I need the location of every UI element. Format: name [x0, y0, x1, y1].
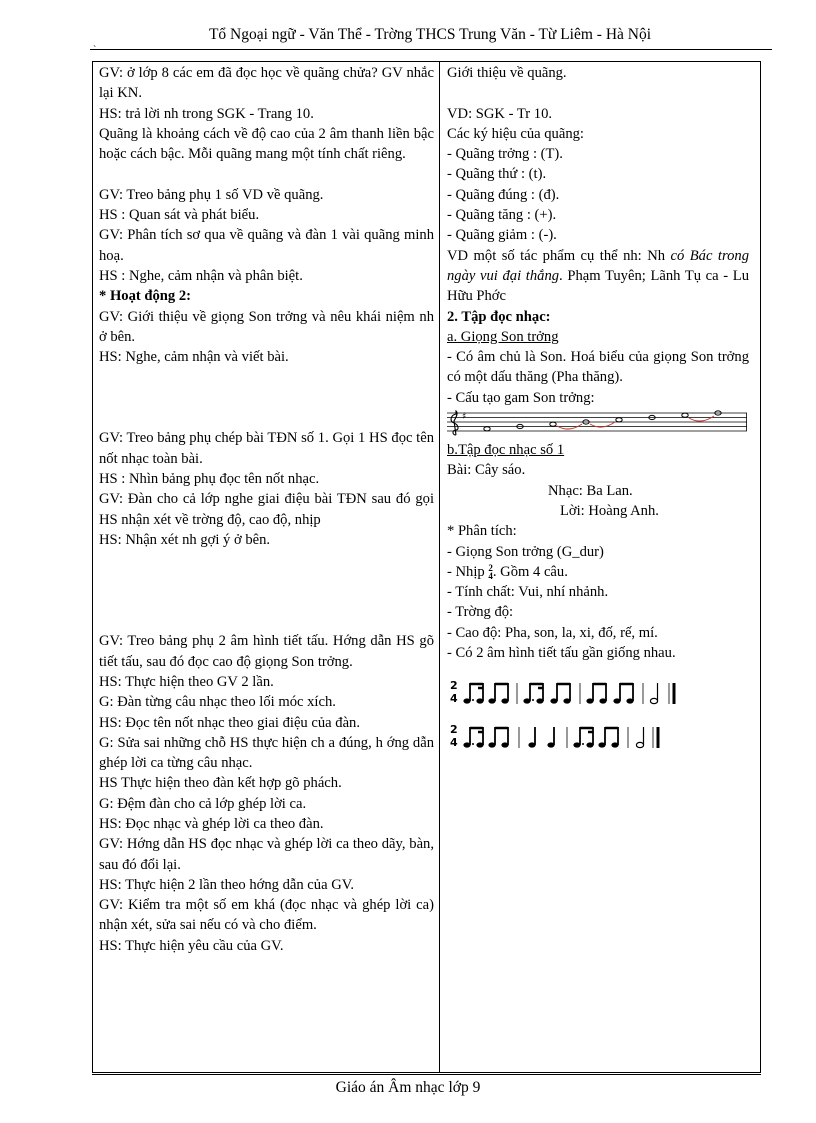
left-line: GV: Hớng dẫn HS đọc nhạc và ghép lời ca theo dãy, bàn, sau đó đổi lại. [99, 836, 434, 873]
lesson-content-column [447, 63, 749, 751]
right-line: - Quãng thứ : (t). [447, 166, 547, 183]
left-line: GV: Đàn cho cả lớp nghe giai điệu bài TĐN sau đó gọi HS nhận xét về trờng độ, cao độ, nhịp [99, 491, 434, 528]
scale-note [550, 422, 556, 426]
left-line: G: Đàn từng câu nhạc theo lối móc xích. [99, 694, 336, 711]
left-line: GV: ở lớp 8 các em đã đọc học về quãng chửa? GV nhắc lại KN. [99, 65, 434, 102]
sharp-icon: ♯ [462, 412, 467, 423]
left-line: HS: Nhận xét nh gợi ý ở bên. [99, 531, 271, 548]
left-line: HS Thực hiện theo đàn kết hợp gõ phách. [99, 775, 342, 792]
right-line: Các ký hiệu của quãng: [447, 125, 584, 142]
svg-text:2: 2 [450, 679, 458, 693]
left-line: GV: Treo bảng phụ 2 âm hình tiết tấu. Hớng dẫn HS gõ tiết tấu, sau đó đọc cao độ giọng Son trởng. [99, 633, 434, 670]
section-heading: 2. Tập đọc nhạc: [447, 308, 551, 325]
right-line: - Giọng Son trởng (G_dur) [447, 543, 604, 560]
left-line: HS: trả lời nh trong SGK - Trang 10. [99, 105, 314, 122]
teacher-student-activities-column [99, 63, 434, 956]
scale-note [616, 418, 622, 422]
svg-text:4: 4 [450, 692, 458, 706]
column-divider [439, 61, 440, 1073]
right-line: - Cấu tạo gam Son trởng: [447, 389, 595, 406]
left-line: HS : Nhìn bảng phụ đọc tên nốt nhạc. [99, 470, 320, 487]
svg-text:2: 2 [450, 723, 458, 737]
left-line: HS: Thực hiện 2 lần theo hớng dẫn của GV. [99, 876, 355, 893]
left-line: G: Sửa sai những chỗ HS thực hiện ch a đúng, h ớng dẫn ghép lời ca từng câu nhạc. [99, 734, 434, 772]
half-step-slur [689, 416, 714, 421]
lyricist-credit: Lời: Hoàng Anh. [560, 502, 659, 519]
header-mark: ` [93, 45, 97, 56]
left-line: GV: Treo bảng phụ chép bài TĐN số 1. Gọi 1 HS đọc tên nốt nhạc toàn bài. [99, 430, 434, 467]
subsection-heading: b.Tập đọc nhạc số 1 [447, 442, 565, 459]
right-line: VD: SGK - Tr 10. [447, 105, 553, 122]
left-line: G: Đệm đàn cho cả lớp ghép lời ca. [99, 795, 307, 812]
left-line: HS: Đọc tên nốt nhạc theo giai điệu của đàn. [99, 714, 360, 731]
right-line: * Phân tích: [447, 523, 517, 540]
left-line: Quãng là khoảng cách về độ cao của 2 âm thanh liền bậc hoặc cách bậc. Mỗi quãng mang một tính chất riêng. [99, 125, 434, 163]
right-line: - Có âm chủ là Son. Hoá biểu của giọng Son trởng có một dấu thăng (Pha thăng). [447, 349, 749, 386]
page-header: Tổ Ngoại ngữ - Văn Thể - Trờng THCS Trung Văn - Từ Liêm - Hà Nội [208, 26, 652, 43]
right-line: - Quãng tăng : (+). [447, 207, 557, 224]
subsection-heading: a. Giọng Son trởng [447, 328, 559, 345]
left-line: HS: Thực hiện yêu cầu của GV. [99, 937, 284, 954]
right-line: - Quãng trởng : (T). [447, 146, 563, 163]
page-footer: Giáo án Âm nhạc lớp 9 [335, 1079, 481, 1096]
svg-text:4: 4 [450, 736, 458, 750]
table-bottom-rule [92, 1074, 761, 1075]
rhythm-pattern-2 [447, 721, 749, 751]
left-line: HS: Nghe, cảm nhận và viết bài. [99, 349, 289, 366]
left-line: HS: Thực hiện theo GV 2 lần. [99, 673, 274, 690]
activity-heading: * Hoạt động 2: [99, 288, 192, 305]
scale-note [484, 427, 490, 431]
right-line: Bài: Cây sáo. [447, 462, 526, 479]
left-line: HS: Đọc nhạc và ghép lời ca theo đàn. [99, 815, 324, 832]
left-line: GV: Giới thiệu về giọng Son trởng và nêu khái niệm nh ở bên. [99, 308, 434, 345]
right-line: - Có 2 âm hình tiết tấu gần giống nhau. [447, 645, 676, 662]
left-line: GV: Phân tích sơ qua về quãng và đàn 1 vài quãng minh hoạ. [99, 227, 434, 264]
right-line: - Quãng giảm : (-). [447, 227, 557, 244]
right-line: - Trờng độ: [447, 604, 514, 621]
right-line: - Tính chất: Vui, nhí nhảnh. [447, 584, 609, 601]
right-line: - Nhịp 2 4 . Gồm 4 câu. [447, 563, 568, 582]
composer-credit: Nhạc: Ba Lan. [548, 482, 633, 499]
header-rule [90, 49, 772, 50]
right-line: VD một số tác phẩm cụ thể nh: Nh có Bác trong ngày vui đại thắng. Phạm Tuyên; Lãnh Tụ ca - Lu Hữu Phớc [447, 247, 750, 305]
left-line: GV: Treo bảng phụ 1 số VD về quãng. [99, 186, 324, 203]
left-line: HS : Quan sát và phát biểu. [99, 207, 260, 224]
rhythm-pattern-1 [447, 677, 749, 707]
g-major-scale-staff [447, 410, 749, 436]
left-line: HS : Nghe, cảm nhận và phân biệt. [99, 267, 303, 284]
right-line: - Quãng đúng : (đ). [447, 186, 560, 203]
right-line: - Cao độ: Pha, son, la, xi, đố, rế, mí. [447, 624, 658, 641]
scale-note [682, 413, 688, 417]
right-line: Giới thiệu về quãng. [447, 65, 567, 81]
left-line: GV: Kiểm tra một số em khá (đọc nhạc và ghép lời ca) nhận xét, sửa sai nếu có và cho điểm. [99, 897, 434, 934]
